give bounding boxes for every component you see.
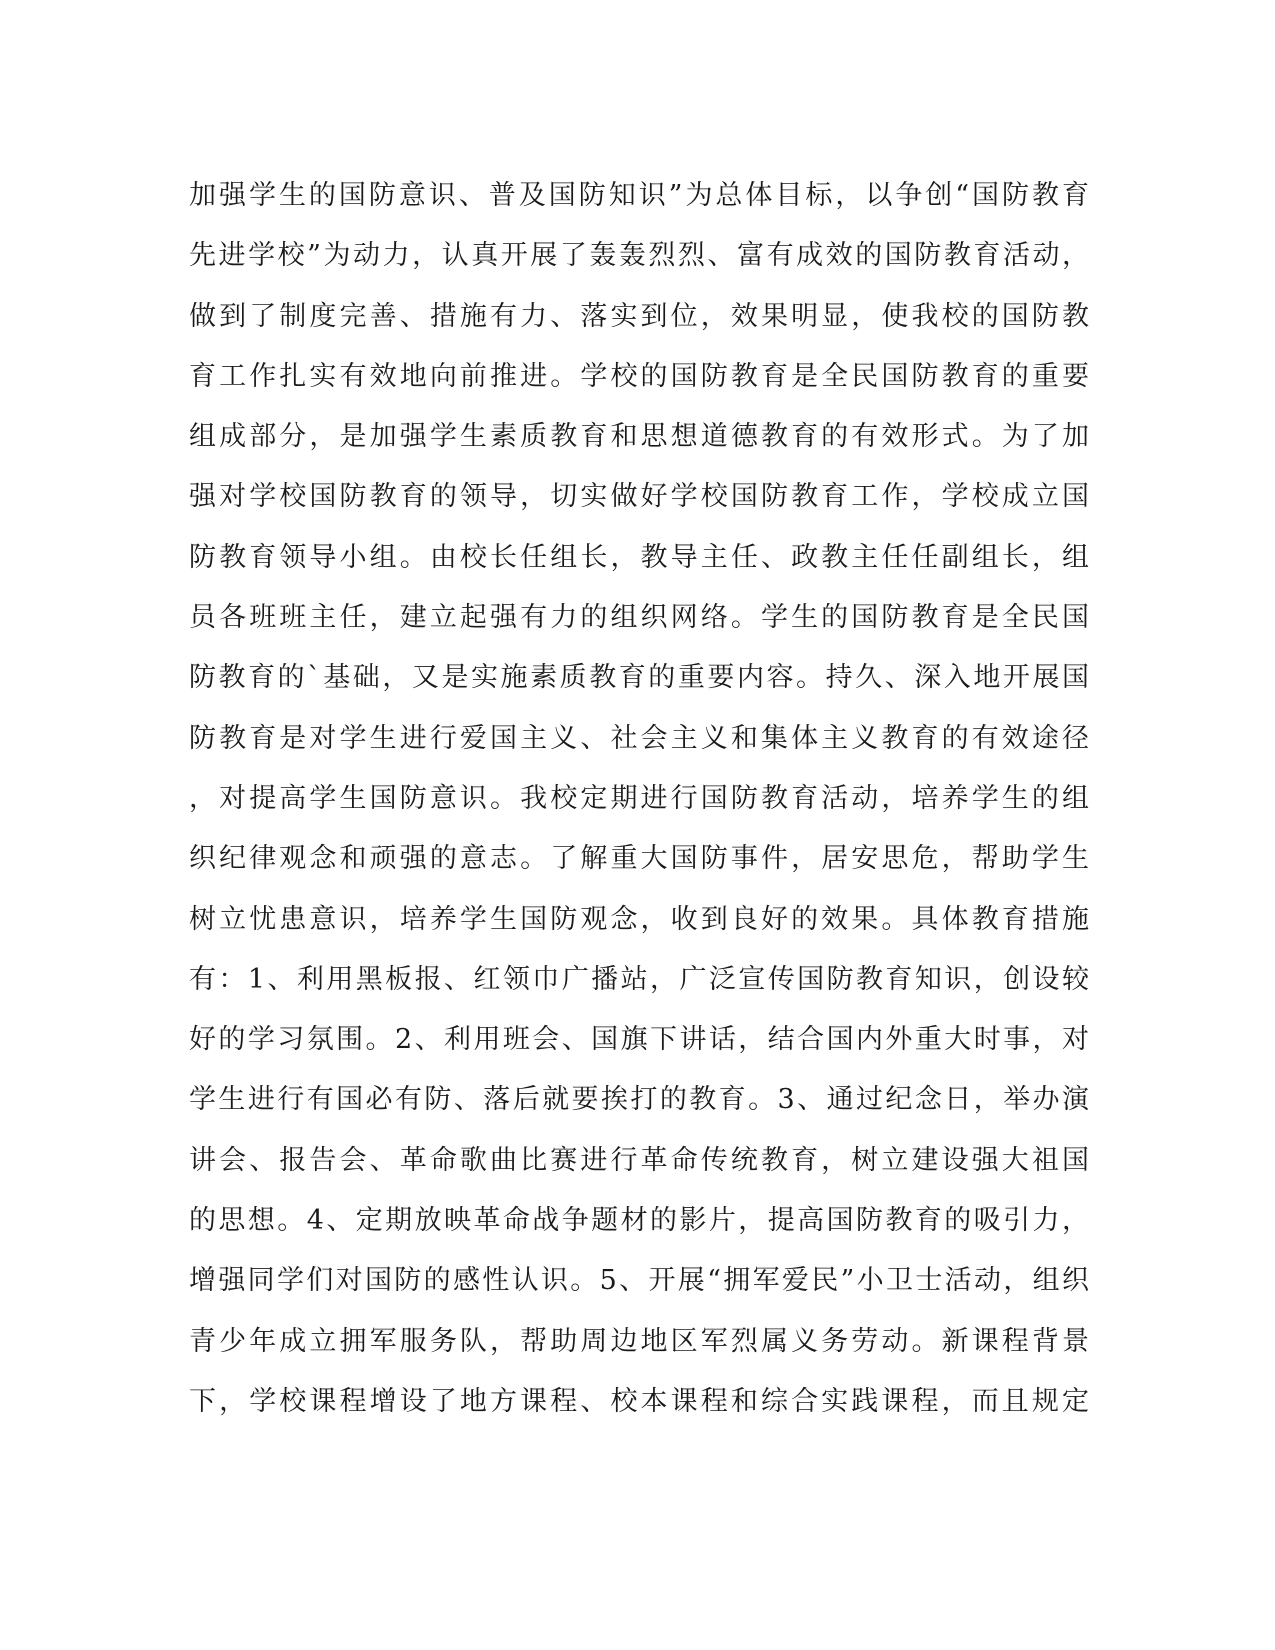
text-line: 有：1、利用黑板报、红领巾广播站，广泛宣传国防教育知识，创设较: [189, 963, 1089, 995]
text-line: 先进学校”为动力，认真开展了轰轰烈烈、富有成效的国防教育活动，: [189, 240, 1089, 272]
text-line: 防教育领导小组。由校长任组长，教导主任、政教主任任副组长，组: [189, 541, 1089, 573]
text-line: 防教育是对学生进行爱国主义、社会主义和集体主义教育的有效途径: [189, 722, 1089, 754]
text-line: 青少年成立拥军服务队，帮助周边地区军烈属义务劳动。新课程背景: [189, 1325, 1089, 1357]
text-line: 下，学校课程增设了地方课程、校本课程和综合实践课程，而且规定: [189, 1385, 1089, 1417]
text-line: 组成部分，是加强学生素质教育和思想道德教育的有效形式。为了加: [189, 421, 1089, 453]
text-line: ，对提高学生国防意识。我校定期进行国防教育活动，培养学生的组: [189, 782, 1089, 814]
text-line: 育工作扎实有效地向前推进。学校的国防教育是全民国防教育的重要: [189, 360, 1089, 392]
text-line: 好的学习氛围。2、利用班会、国旗下讲话，结合国内外重大时事，对: [189, 1024, 1089, 1056]
text-line: 讲会、报告会、革命歌曲比赛进行革命传统教育，树立建设强大祖国: [189, 1144, 1089, 1176]
text-line: 强对学校国防教育的领导，切实做好学校国防教育工作，学校成立国: [189, 481, 1089, 513]
text-line: 学生进行有国必有防、落后就要挨打的教育。3、通过纪念日，举办演: [189, 1084, 1089, 1116]
text-line: 做到了制度完善、措施有力、落实到位，效果明显，使我校的国防教: [189, 300, 1089, 332]
body-paragraph: [189, 166, 1089, 1432]
text-line: 员各班班主任，建立起强有力的组织网络。学生的国防教育是全民国: [189, 602, 1089, 634]
text-line: 加强学生的国防意识、普及国防知识”为总体目标，以争创“国防教育: [189, 180, 1089, 211]
text-line: 防教育的`基础，又是实施素质教育的重要内容。持久、深入地开展国: [189, 662, 1089, 694]
text-line: 增强同学们对国防的感性认识。5、开展“拥军爱民”小卫士活动，组织: [189, 1265, 1089, 1297]
text-line: 织纪律观念和顽强的意志。了解重大国防事件，居安思危，帮助学生: [189, 843, 1089, 875]
text-line: 的思想。4、定期放映革命战争题材的影片，提高国防教育的吸引力，: [189, 1205, 1089, 1237]
text-line: 树立忧患意识，培养学生国防观念，收到良好的效果。具体教育措施: [189, 903, 1089, 935]
